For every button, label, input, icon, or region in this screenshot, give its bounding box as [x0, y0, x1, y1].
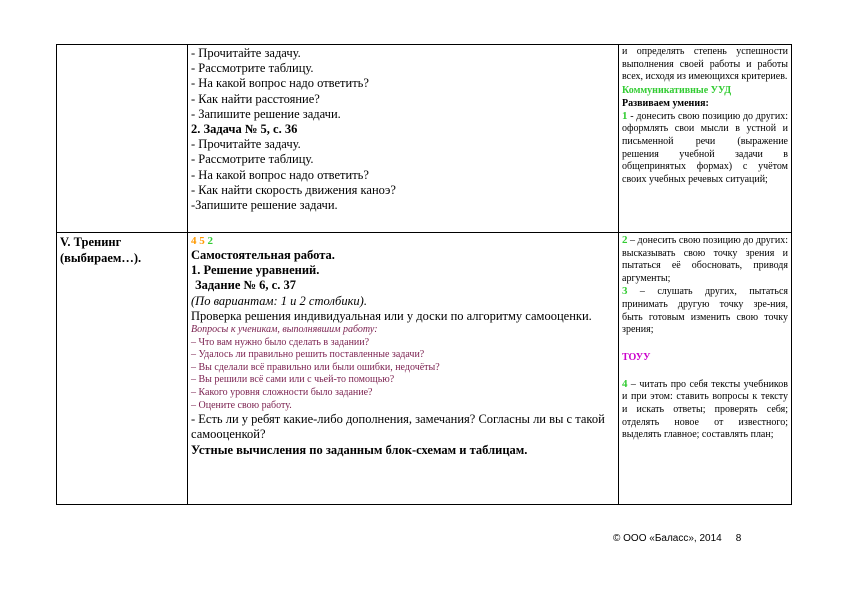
oral-calc-text: Устные вычисления по заданным блок-схемам и таблицам.	[191, 442, 528, 457]
level-number: 2	[207, 235, 213, 247]
question-item: – Вы сделали всё правильно или были ошибки, недочёты?	[191, 361, 440, 373]
content-cell	[188, 45, 619, 233]
task-heading: Задание № 6, с. 37	[195, 278, 296, 293]
table-row	[57, 233, 792, 505]
questions-title: Вопросы к ученикам, выполнявшим работу:	[191, 324, 378, 336]
uud-cell	[619, 45, 792, 233]
page-footer	[613, 533, 741, 544]
skill-number: 1	[622, 109, 628, 122]
spacer	[622, 337, 788, 351]
level-number: 4	[191, 235, 197, 247]
skill-item	[622, 285, 788, 336]
stage-cell-empty	[57, 45, 188, 233]
stage-cell	[57, 233, 188, 505]
skill-item	[622, 378, 788, 442]
content-line: - Как найти скорость движения каноэ?	[191, 182, 396, 197]
content-line: - Рассмотрите таблицу.	[191, 152, 314, 167]
skill-text: - донесить свою позицию до других: оформлять свои мысли в устной и письменной речи (выражение решения учебной задачи в общепринятых формах) с учётом своих учебных речевых ситуаций;	[622, 110, 788, 185]
variant-note: (По вариантам: 1 и 2 столбики).	[191, 293, 367, 308]
skill-item	[622, 110, 788, 187]
additions-text: - Есть ли у ребят какие-либо дополнения, замечания? Согласны ли вы с такой самооценкой?	[191, 412, 605, 442]
communicative-heading: Коммуникативные УУД	[622, 84, 732, 96]
uud-cell	[619, 233, 792, 505]
content-line: - Рассмотрите таблицу.	[191, 61, 314, 76]
content-line: - На какой вопрос надо ответить?	[191, 76, 369, 91]
work-subtitle: 1. Решение уравнений.	[191, 263, 320, 278]
page-number: 8	[735, 533, 742, 544]
spacer	[622, 364, 788, 378]
content-line: -Запишите решение задачи.	[191, 198, 338, 213]
level-numbers	[191, 234, 615, 248]
content-line: - Запишите решение задачи.	[191, 106, 341, 121]
skill-text: – читать про себя тексты учебников и при этом: ставить вопросы к тексту и искать ответы; проверять себя; отделять новое от известного; выделять главное; составлять план;	[622, 378, 788, 441]
develop-label: Развиваем умения:	[622, 97, 709, 109]
criteria-text: и определять степень успешности выполнения своей работы и работы всех, исходя из имеющихся критериев.	[622, 46, 788, 83]
work-title: Самостоятельная работа.	[191, 248, 335, 262]
skill-number: 3	[622, 285, 628, 298]
question-item: – Вы решили всё сами или с чьей-то помощью?	[191, 374, 395, 386]
level-number: 5	[199, 235, 205, 247]
task-heading: 2. Задача № 5, с. 36	[191, 122, 298, 137]
copyright-text: © ООО «Баласс», 2014	[613, 533, 722, 544]
skill-item	[622, 234, 788, 285]
check-text: Проверка решения индивидуальная или у доски по алгоритму самооценки.	[191, 308, 592, 323]
question-item: – Что вам нужно было сделать в задании?	[191, 336, 370, 348]
question-item: – Какого уровня сложности было задание?	[191, 386, 373, 398]
content-line: - Прочитайте задачу.	[191, 137, 301, 152]
question-item: – Удалось ли правильно решить поставленные задачи?	[191, 349, 425, 361]
question-item: – Оцените свою работу.	[191, 399, 292, 411]
skill-text: – слушать других, пытаться принимать другую точку зре-ния, быть готовым изменить свою точку зрения;	[622, 286, 788, 336]
lesson-table	[56, 44, 792, 505]
content-line: - Прочитайте задачу.	[191, 46, 301, 60]
touu-heading: ТОУУ	[622, 351, 651, 363]
skill-number: 2	[622, 234, 628, 246]
skill-text: – донесить свою позицию до других: высказывать свою точку зрения и пытаться её обосновать, приводя аргументы;	[622, 235, 789, 284]
skill-number: 4	[622, 377, 628, 390]
stage-title: V. Тренинг (выбираем…).	[60, 235, 142, 265]
content-line: - Как найти расстояние?	[191, 91, 320, 106]
content-line: - На какой вопрос надо ответить?	[191, 167, 369, 182]
table-row	[57, 45, 792, 233]
content-cell	[188, 233, 619, 505]
